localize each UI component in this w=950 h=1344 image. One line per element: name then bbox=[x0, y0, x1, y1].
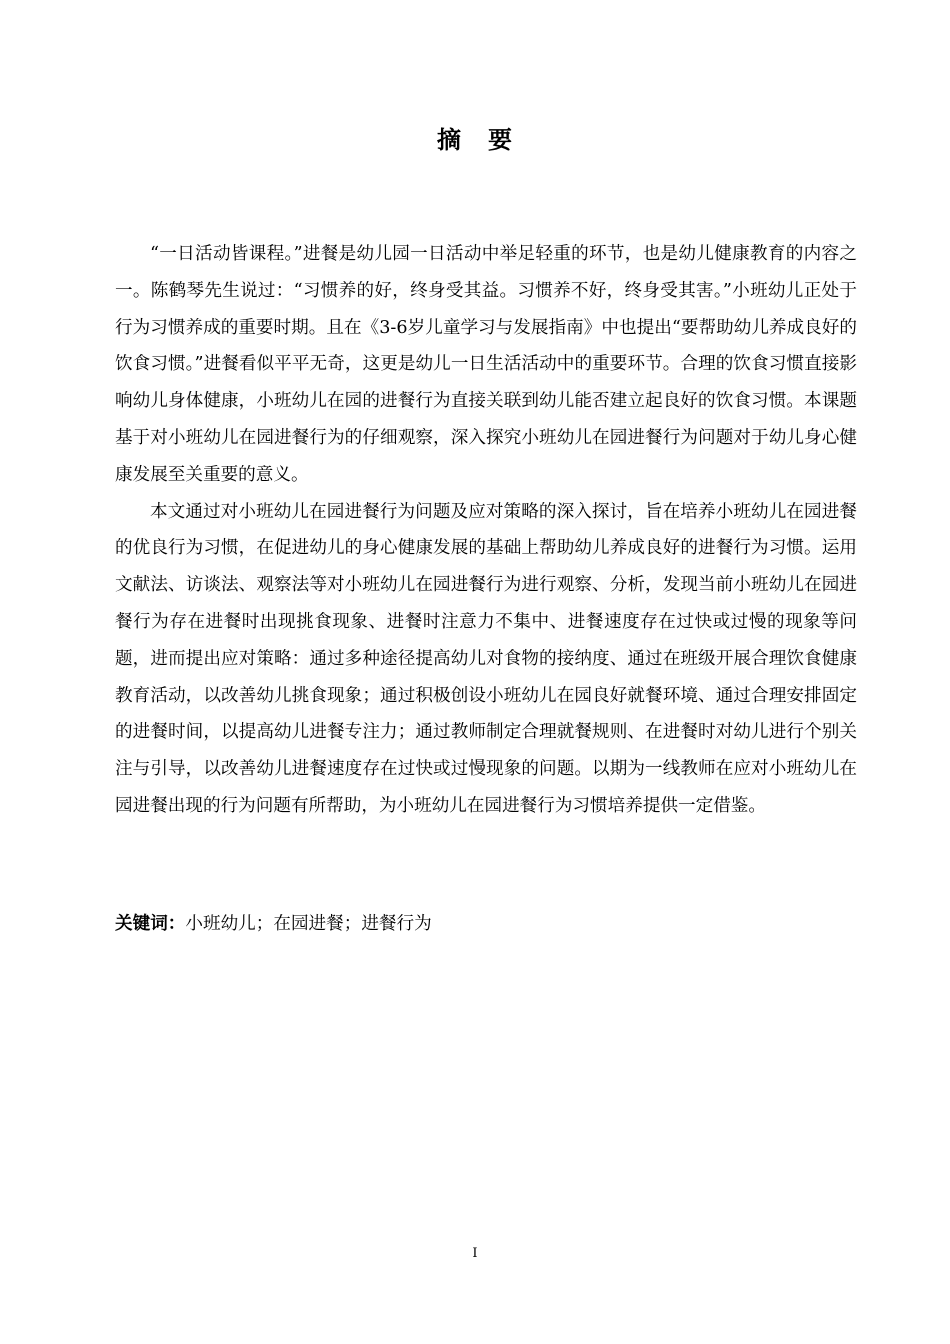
keywords-line bbox=[115, 906, 857, 942]
title-char-1: 摘 bbox=[437, 125, 462, 154]
page-number: I bbox=[472, 1246, 478, 1261]
keywords-label: 关键词： bbox=[115, 913, 186, 934]
abstract-paragraph-1: “一日活动皆课程。”进餐是幼儿园一日活动中举足轻重的环节，也是幼儿健康教育的内容之一。陈鹤琴先生说过：“习惯养的好，终身受其益。习惯养不好，终身受其害。”小班幼儿正处于行为习惯养成的重要时期。且在《3-6岁儿童学习与发展指南》中也提出“要帮助幼儿养成良好的饮食习惯。”进餐看似平平无奇，这更是幼儿一日生活活动中的重要环节。合理的饮食习惯直接影响幼儿身体健康，小班幼儿在园的进餐行为直接关联到幼儿能否建立起良好的饮食习惯。本课题基于对小班幼儿在园进餐行为的仔细观察，深入探究小班幼儿在园进餐行为问题对于幼儿身心健康发展至关重要的意义。 bbox=[115, 244, 857, 485]
abstract-body bbox=[115, 236, 857, 825]
title-char-2: 要 bbox=[488, 125, 513, 154]
keywords-value: 小班幼儿；在园进餐；进餐行为 bbox=[185, 914, 432, 934]
abstract-paragraph-2: 本文通过对小班幼儿在园进餐行为问题及应对策略的深入探讨，旨在培养小班幼儿在园进餐的优良行为习惯，在促进幼儿的身心健康发展的基础上帮助幼儿养成良好的进餐行为习惯。运用文献法、访谈法、观察法等对小班幼儿在园进餐行为进行观察、分析，发现当前小班幼儿在园进餐行为存在进餐时出现挑食现象、进餐时注意力不集中、进餐速度存在过快或过慢的现象等问题，进而提出应对策略：通过多种途径提高幼儿对食物的接纳度、通过在班级开展合理饮食健康教育活动，以改善幼儿挑食现象；通过积极创设小班幼儿在园良好就餐环境、通过合理安排固定的进餐时间，以提高幼儿进餐专注力；通过教师制定合理就餐规则、在进餐时对幼儿进行个别关注与引导，以改善幼儿进餐速度存在过快或过慢现象的问题。以期为一线教师在应对小班幼儿在园进餐出现的行为问题有所帮助，为小班幼儿在园进餐行为习惯培养提供一定借鉴。 bbox=[115, 501, 857, 816]
abstract-title bbox=[0, 122, 950, 158]
